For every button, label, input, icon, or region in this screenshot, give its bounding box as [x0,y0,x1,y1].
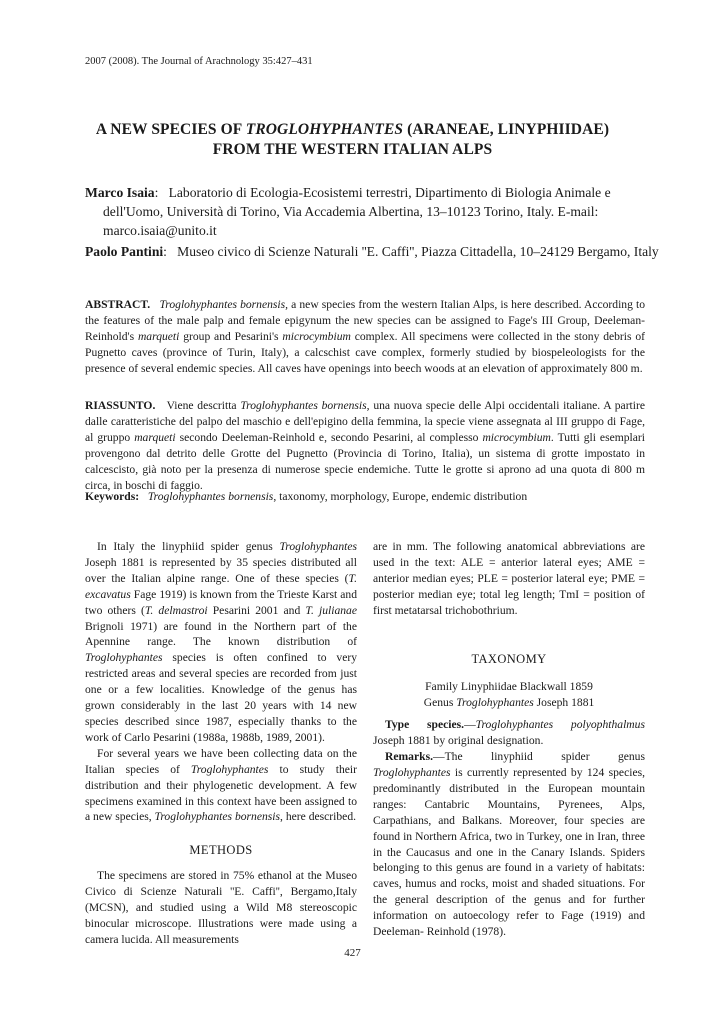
italic-run: Troglohyphantes [190,762,269,776]
text-run: Fage 1919) is known from the Trieste Karst and two others ( [85,587,357,617]
author-affiliation: Museo civico di Scienze Naturali ''E. Caffi'', Piazza Cittadella, 10–24129 Bergamo, Italy [177,244,659,259]
methods-continuation: are in mm. The following anatomical abbreviations are used in the text: ALE = anterior lateral eyes; AME = anterior median eyes; PLE = posterior lateral eye; PME = posterior median eye; total leg length; TmI = position of first metatarsal trichobothrium. [373,540,645,617]
intro-paragraph-2 [85,746,357,826]
italic-run: Troglohyphantes [85,651,163,665]
italic-run: Troglohyphantes [373,765,451,779]
abstract-label: ABSTRACT. [85,298,151,311]
author-name: Marco Isaia [85,185,155,200]
methods-heading: METHODS [189,843,253,858]
intro-paragraph-1 [85,539,357,746]
italic-run: T. excavatus [85,571,357,601]
text-run: Brignoli 1971) are found in the Northern part of the Apennine range. The known distribution of [85,619,357,649]
abstract-italic-2: marqueti [137,329,180,343]
remarks-paragraph [373,749,645,940]
italic-run: T. julianae [305,603,357,617]
italic-run: T. delmastroi [144,603,208,617]
page-number: 427 [344,947,361,959]
italic-run: Troglohyphantes bornensis [154,810,281,824]
article-title [85,120,620,160]
text-run: — [464,718,476,732]
text-run: Pesarini 2001 and [207,603,306,617]
author-entry-1: Marco Isaia: Laboratorio di Ecologia-Ecosistemi terrestri, Dipartimento di Biologia Animale e dell'Uomo, Università di Torino, Via Accademia Albertina, 13–10123 Torino, Italy. E-mail: marco.isaia@unito.it [85,185,611,238]
keywords [85,489,645,505]
remarks-label: Remarks. [385,750,433,764]
right-column [373,539,645,940]
keywords-species: Troglohyphantes bornensis [147,490,274,503]
author-entry-2: Paolo Pantini: Museo civico di Scienze Naturali ''E. Caffi'', Piazza Cittadella, 10–24129 Bergamo, Italy [85,244,659,259]
text-run: is currently represented by 124 species, predominantly distributed in the European mountain ranges: Cantabric Mountains, Pyrenees, Alps, Carpathians, and Balkans. Moreover, four species are found in Northern Africa, two in Turkey, one in Iran, three in the Caucasus and one in the Canary Islands. Spiders belonging to this genus are found in a variety of habitats: caves, humus and rocks, moist and shaded situations. For the general description of the genus and for further information on autoecology refer to Fage (1919) and Deeleman- Reinhold (1978). [373,765,645,939]
type-species-label: Type species. [385,718,465,732]
type-species-paragraph [373,717,645,749]
text-run: Joseph 1881 by original designation. [373,734,544,748]
type-species-name: Troglohyphantes polyophthalmus [475,718,645,732]
text-run: For several years we have been collecting data on the Italian species of [85,746,357,776]
abstract-text-2: group and Pesarini's [179,329,283,343]
riassunto-species: Troglohyphantes bornensis, [240,399,370,412]
text-run: , here described. [280,810,357,824]
taxonomy-heading: TAXONOMY [471,651,547,666]
left-column [85,539,357,948]
keywords-rest: , taxonomy, morphology, Europe, endemic distribution [273,490,528,503]
riassunto-text-0: Viene descritta [166,399,241,412]
abstract-text-3: complex. All specimens were collected in the stony debris of Pugnetto caves (province of Turin, Italy), a calcschist cave complex, formerly studied by biospeleologists for the presence of several endemic species. All caves have openings into beech woods at an elevation of approximately 800 m. [85,329,645,375]
journal-citation: 2007 (2008). The Journal of Arachnology 35:427–431 [85,56,313,67]
text-run: —The linyphiid spider genus [432,750,645,764]
riassunto [85,398,645,493]
riassunto-text-3: . Tutti gli esemplari provengono dal detrito delle Grotte del Pugnetto (Provincia di Torino, Italia), un sistema di grotte impostato in calcescisto, già noto per la presenza di numerose specie endemiche. Tutte le grotte si aprono ad una quota di 800 m circa, in boschi di faggio. [85,430,645,492]
genus-line [373,695,645,711]
riassunto-label: RIASSUNTO. [85,399,156,412]
text-run: species is often confined to very restricted areas and several species are recorded from just one or a few localities. Knowledge of the genus has grown considerably in the last 20 years with 14 new species described since 1987, especially thanks to the work of Carlo Pesarini (1988a, 1988b, 1989, 2001). [85,651,357,744]
keywords-label: Keywords: [85,490,140,503]
text-run: Genus [423,696,457,710]
riassunto-text-1: una nuova specie delle Alpi occidentali italiane. A partire dalle caratteristiche del palpo del maschio e dell'epigino della femmina, la specie viene assegnata al III gruppo di Fage, al gruppo [85,399,646,444]
genus-name: Troglohyphantes [456,696,534,710]
text-run: Joseph 1881 [533,696,595,710]
title-genus: TROGLOHYPHANTES [245,121,404,138]
text-run: In Italy the linyphiid spider genus [97,540,280,553]
abstract-text-1: a new species from the western Italian Alps, is here described. According to the features of the male palp and female epigynum the new species can be assigned to Fage's III Group, Deeleman-Reinhold's [85,298,645,343]
family-line: Family Linyphiidae Blackwall 1859 [425,680,593,694]
text-run: Joseph 1881 is represented by 35 species distributed all over the Italian alpine range. One of these species ( [85,555,357,585]
author-affiliation: Laboratorio di Ecologia-Ecosistemi terrestri, Dipartimento di Biologia Animale e dell'Uomo, Università di Torino, Via Accademia Albertina, 13–10123 Torino, Italy. E-mail: marco.isaia@unito.it [103,185,611,238]
riassunto-italic-2: marqueti [134,430,176,444]
riassunto-text-2: secondo Deeleman-Reinhold e, secondo Pesarini, al complesso [175,430,483,444]
italic-run: Troglohyphantes [279,540,357,553]
author-name: Paolo Pantini [85,244,164,259]
abstract-species: Troglohyphantes bornensis, [159,298,289,311]
abstract [85,297,645,377]
abstract-italic-3: microcymbium [282,329,351,343]
title-part-1: A NEW SPECIES OF [95,121,246,138]
riassunto-italic-3: microcymbium [482,430,551,444]
title-part-3: (ARANEAE, LINYPHIIDAE) FROM THE WESTERN ITALIAN ALPS [212,121,610,158]
methods-paragraph: The specimens are stored in 75% ethanol at the Museo Civico di Scienze Naturali ''E. Caffi'', Bergamo,Italy (MCSN), and studied using a Wild M8 stereoscopic binocular microscope. Illustrations were made using a camera lucida. All measurements [85,869,357,946]
text-run: to study their distribution and their phylogenetic development. A few specimens examined in this context have been assigned to a new species, [85,762,357,824]
